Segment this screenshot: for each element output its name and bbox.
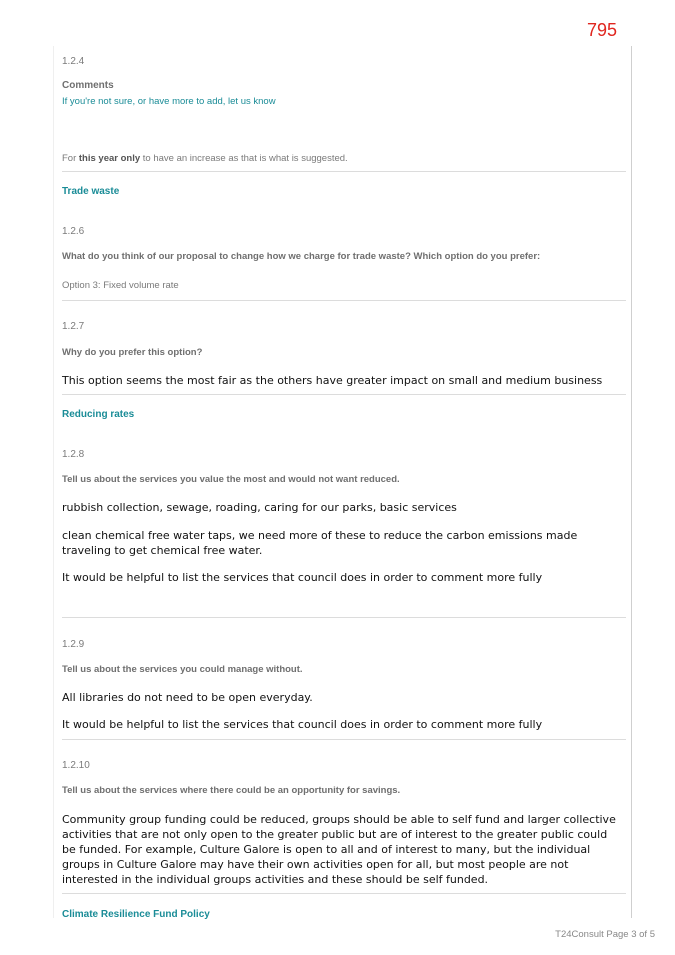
section-heading-trade-waste: Trade waste <box>62 186 120 197</box>
answer-text: clean chemical free water taps, we need more of these to reduce the carbon emissions made traveling to get chemical free water. <box>62 529 578 557</box>
question-number: 1.2.8 <box>62 449 85 460</box>
divider <box>62 617 626 618</box>
question-text: What do you think of our proposal to change how we charge for trade waste? Which option do you prefer: <box>62 251 541 262</box>
question-number: 1.2.10 <box>62 760 90 771</box>
answer-text: rubbish collection, sewage, roading, caring for our parks, basic services <box>62 501 457 514</box>
answer-text: Option 3: Fixed volume rate <box>62 280 179 291</box>
answer-text: Community group funding could be reduced, groups should be able to self fund and larger collective activities that are not only open to the greater public but are of interest to the greater public could be funded. For example, Culture Galore is open to all and of interest to many, but the individual groups in Culture Galore may have their own activities open for all, but most people are not interested in the individual groups activities and these should be self funded. <box>62 813 616 886</box>
answer-text: All libraries do not need to be open everyday. <box>62 691 313 704</box>
divider <box>62 893 626 894</box>
page-number: 795 <box>586 20 617 40</box>
comments-answer: For this year only to have an increase as that is what is suggested. <box>62 153 348 164</box>
question-text: Why do you prefer this option? <box>62 347 203 358</box>
question-number: 1.2.9 <box>62 639 85 650</box>
divider <box>62 739 626 740</box>
comments-label: Comments <box>62 80 114 91</box>
comments-hint: If you're not sure, or have more to add, let us know <box>62 96 276 107</box>
question-number: 1.2.7 <box>62 321 85 332</box>
question-number: 1.2.6 <box>62 226 85 237</box>
divider <box>62 394 626 395</box>
question-text: Tell us about the services you value the most and would not want reduced. <box>62 474 400 485</box>
answer-text: It would be helpful to list the services that council does in order to comment more fully <box>62 571 543 584</box>
question-text: Tell us about the services you could manage without. <box>62 664 303 675</box>
divider <box>62 171 626 172</box>
section-heading-reducing-rates: Reducing rates <box>62 409 135 420</box>
emphasis-text: this year only <box>78 153 141 164</box>
divider <box>62 300 626 301</box>
answer-text: This option seems the most fair as the others have greater impact on small and medium business <box>62 374 603 387</box>
question-text: Tell us about the services where there could be an opportunity for savings. <box>62 785 401 796</box>
section-heading-climate-resilience: Climate Resilience Fund Policy <box>62 909 210 920</box>
page-footer: T24Consult Page 3 of 5 <box>555 929 655 940</box>
answer-text: It would be helpful to list the services that council does in order to comment more fully <box>62 718 543 731</box>
question-number: 1.2.4 <box>62 56 85 67</box>
